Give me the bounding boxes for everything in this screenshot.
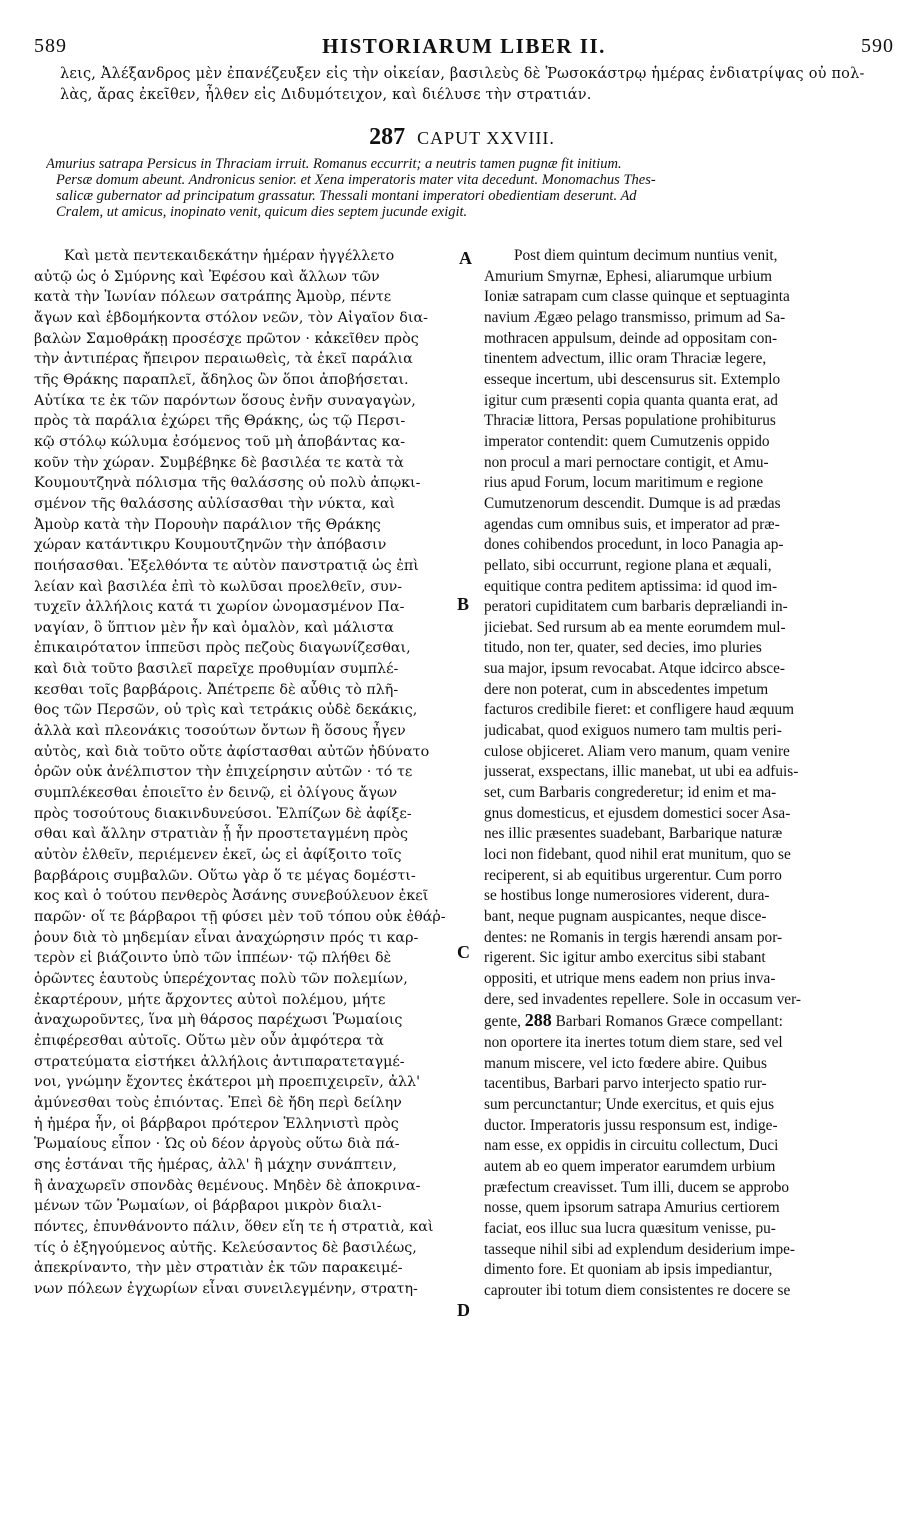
text-line: αὐτῷ ὡς ὁ Σμύρνης καὶ Ἐφέσου καὶ ἄλλων τῶν bbox=[34, 268, 380, 285]
text-line: peratori cupiditatem cum barbaris depræliandi in- bbox=[484, 598, 788, 616]
text-line: λείαν καὶ βασιλέα ἐπὶ τὸ κωλῦσαι προελθεῖν, συν- bbox=[34, 578, 403, 595]
text-line: dere, sed invadentes repellere. Sole in occasum ver- bbox=[484, 990, 801, 1008]
text-line: dentes: ne Romanis in tergis hærendi ansam por- bbox=[484, 928, 783, 946]
text-line: ἐπιφέρεσθαι αὐτοῖς. Οὕτω μὲν οὖν ἀμφότερα τὰ bbox=[34, 1032, 384, 1049]
text-line: ductor. Imperatoris jussu responsum est, indige- bbox=[484, 1116, 778, 1134]
text-line: συμπλέκεσθαι ἐποιεῖτο ἐν δεινῷ, εἰ ὀλίγους ἄγων bbox=[34, 785, 398, 802]
text-line: oppositi, et utrique mens eadem non prius inva- bbox=[484, 969, 776, 987]
text-line: dimento fore. Et quoniam ab ipsis impediantur, bbox=[484, 1261, 773, 1279]
text-line: sua major, ipsum revocabat. Atque idcirco absce- bbox=[484, 660, 785, 678]
margin-marker-c: C bbox=[457, 942, 470, 962]
text-line: αὐτὸς, καὶ διὰ τοῦτο οὔτε ἀφίστασθαι αὐτῶν ἠδύνατο bbox=[34, 743, 430, 760]
text-line: ἄγων καὶ ἑβδομήκοντα στόλον νεῶν, τὸν Αἰγαῖον δια- bbox=[34, 309, 428, 326]
text-line: παρῶν· οἵ τε βάρβαροι τῇ φύσει μὲν τοῦ τόπου οὐκ ἐθάῤ- bbox=[34, 909, 446, 925]
text-line: Post diem quintum decimum nuntius venit, bbox=[514, 247, 778, 264]
text-line: dere non poterat, cum in abscedentes impetum bbox=[484, 680, 769, 698]
text-line: νων πόλεων ἐγχωρίων εἶναι συνειλεγμένην, στρατη- bbox=[34, 1280, 418, 1297]
text-line: βαρβάροις συμβαλῶν. Οὕτω γὰρ ὅ τε μέγας δομέστι- bbox=[34, 867, 416, 884]
summary-line: salicæ gubernator ad principatum grassatur. Thessali montani imperatori obedientiam deserunt. Ad bbox=[56, 188, 637, 204]
text-line: autem ab eo quem imperator earumdem urbium bbox=[484, 1157, 776, 1175]
greek-column bbox=[34, 246, 454, 1299]
chapter-page-number: 287 bbox=[369, 124, 406, 150]
chapter-summary bbox=[46, 156, 894, 220]
text-line: equitique contra peditem aptissima: id quod im- bbox=[484, 577, 778, 595]
text-line: σμένον τῆς θαλάσσης αὐλίσασθαι τὴν νύκτα, καὶ bbox=[34, 495, 396, 512]
text-line: θος τῶν Περσῶν, οὐ τρὶς καὶ τετράκις οὐδὲ δεκάκις, bbox=[34, 702, 418, 719]
text-line: κατὰ τὴν Ἰωνίαν πόλεων σατράπης Ἀμοὺρ, πέντε bbox=[34, 289, 392, 306]
text-line: culose objiceret. Aliam vero manum, quam venire bbox=[484, 742, 790, 760]
text-line: ναγίαν, ὃ ὕπτιον μὲν ἦν καὶ ὁμαλὸν, καὶ μάλιστα bbox=[34, 619, 394, 636]
text-line: πόντες, ἐπυνθάνοντο πάλιν, ὅθεν εἴη τε ἡ στρατιὰ, καὶ bbox=[34, 1218, 434, 1235]
text-line: set, cum Barbaris congrederetur; id enim et ma- bbox=[484, 784, 777, 802]
text-line: agendas cum omnibus suis, et imperator ad præ- bbox=[484, 515, 780, 533]
chapter-heading bbox=[0, 124, 924, 151]
page-number-left: 589 bbox=[34, 34, 67, 57]
text-line: navium Ægæo pelago transmisso, primum ad Sa- bbox=[484, 308, 786, 326]
text-line: ἡ ἡμέρα ἦν, οἱ βάρβαροι πρότερον Ἑλληνιστὶ πρὸς bbox=[34, 1115, 399, 1132]
text-line: non procul a mari pernoctare contigit, et Amu- bbox=[484, 453, 769, 471]
text-line: κος καὶ ὁ τούτου πενθερὸς Ἀσάνης συνεβούλευον ἐκεῖ bbox=[34, 888, 429, 905]
text-line: τῆς Θράκης παραπλεῖ, ἄδηλος ὢν ὅποι ἀποβήσεται. bbox=[34, 371, 409, 388]
text-line: μένων τῶν Ῥωμαίων, οἱ βάρβαροι μικρὸν διαλι- bbox=[34, 1198, 382, 1215]
text-line: tacentibus, Barbari parvo interjecto spatio rur- bbox=[484, 1075, 767, 1093]
text-line: τὴν ἀντιπέρας ἤπειρον περαιωθεὶς, τὰ ἐκεῖ παράλια bbox=[34, 351, 413, 368]
inline-page-number: 288 bbox=[524, 1010, 552, 1031]
text-line: Ἀμοὺρ κατὰ τὴν Πορουὴν παράλιον τῆς Θράκης bbox=[34, 516, 381, 533]
text-line: ἐπικαιρότατον ἱππεῦσι πρὸς πεζοὺς διαγωνίζεσθαι, bbox=[34, 640, 411, 657]
text-line: ῥουν διὰ τὸ μηδεμίαν εἶναι ἀναχώρησιν πρός τι καρ- bbox=[34, 929, 419, 946]
margin-marker-a: A bbox=[459, 248, 472, 268]
text-line: nes illic præsentes suadebant, Barbarique naturæ bbox=[484, 825, 783, 843]
text-line: gnus domesticus, et ejusdem domestici socer Asa- bbox=[484, 804, 791, 822]
text-line: ἀλλὰ καὶ πλεονάκις τοσούτων ὄντων ἢ ὅσους ἦγεν bbox=[34, 723, 406, 740]
summary-line: Cralem, ut amicus, inopinato venit, quicum dies septem jucunde exigit. bbox=[56, 204, 468, 220]
text-line: Amurium Smyrnæ, Ephesi, aliarumque urbium bbox=[484, 267, 773, 285]
text-line: τερὸν εἰ βιάζοιντο ὑπὸ τῶν ἱππέων· τῷ πλήθει δὲ bbox=[34, 950, 392, 967]
text-line: nosse, quem ipsorum satrapa Amurius certiorem bbox=[484, 1199, 780, 1217]
text-line: αὐτὸν ἐλθεῖν, περιέμενεν ἐκεῖ, ὡς εἰ ἀφίξοιτο τοῖς bbox=[34, 847, 402, 864]
text-line: ἐκαρτέρουν, μήτε ἄρχοντες αὐτοὶ πολέμου, μήτε bbox=[34, 991, 386, 1008]
text-line: πρὸς τὰ παράλια ἐχώρει τῆς Θράκης, ὡς τῷ Περσι- bbox=[34, 413, 406, 430]
text-line: jiciebat. Sed rursum ab ea mente eorumdem mul- bbox=[484, 618, 786, 636]
text-line: λεις, Ἀλέξανδρος μὲν ἐπανέζευξεν εἰς τὴν οἰκείαν, βασιλεὺς δὲ Ῥωσοκάστρῳ ἡμέρας ἐνδιατρίψας οὐ πολ- bbox=[60, 66, 865, 82]
text-line: πρὸς τοσούτους διακινδυνεύσοι. Ἐλπίζων δὲ ἀφίξε- bbox=[34, 805, 412, 822]
text-line: τίς ὁ ἐξηγούμενος αὐτῆς. Κελεύσαντος δὲ βασιλέως, bbox=[34, 1239, 417, 1256]
text-line: tinentem advectum, illic oram Thraciæ legere, bbox=[484, 350, 767, 368]
text-line: Κουμουτζηνὰ πόλισμα τῆς θαλάσσης οὐ πολὺ ἀπῳκι- bbox=[34, 475, 421, 492]
margin-marker-b: B bbox=[457, 594, 470, 614]
summary-line: Amurius satrapa Persicus in Thraciam irruit. Romanus eccurrit; a neutris tamen pugnæ fit initium. bbox=[46, 156, 622, 172]
intro-text bbox=[60, 64, 894, 106]
text-line: κῷ στόλῳ κώλυμα ἐσόμενος τοῦ μὴ ἀποβάντας κα- bbox=[34, 433, 406, 450]
text-line: manum miscere, vel icto fœdere abire. Quibus bbox=[484, 1054, 767, 1072]
text-line: ὁρῶντες ἑαυτοὺς ὑπερέχοντας πολὺ τῶν πολεμίων, bbox=[34, 970, 408, 987]
text-line: igitur cum præsenti copia quanta quanta erat, ad bbox=[484, 391, 778, 409]
text-line: tasseque nihil sibi ad explendum desiderium impe- bbox=[484, 1240, 795, 1258]
text-line: se hostibus longe numerosiores viderent, dura- bbox=[484, 887, 770, 905]
text-line: præfectum creavisset. Tum illi, ducem se approbo bbox=[484, 1178, 790, 1196]
text-line: Καὶ μετὰ πεντεκαιδεκάτην ἡμέραν ἠγγέλλετο bbox=[64, 248, 395, 264]
text-line: caprouter ibi totum diem consistentes re docere se bbox=[484, 1281, 791, 1299]
text-line: faciat, eos illuc sua lucra quæsitum venisse, pu- bbox=[484, 1219, 776, 1237]
latin-column bbox=[484, 246, 890, 1301]
text-line: imperator contendit: quem Cumutzenis oppido bbox=[484, 432, 770, 450]
running-header bbox=[34, 32, 894, 60]
text-line: Cumutzenorum descendit. Dumque is ad prædas bbox=[484, 494, 781, 512]
text-line: mothracen appulsum, deinde ad oppositam con- bbox=[484, 329, 778, 347]
text-line: κοῦν τὴν χώραν. Συμβέβηκε δὲ βασιλέα τε κατὰ τὰ bbox=[34, 454, 404, 471]
text-line: dones cohibendos procedunt, in loco Panagia ap- bbox=[484, 536, 784, 554]
inline-text: gente, bbox=[484, 1013, 521, 1031]
text-line: Thraciæ littora, Persas populatione prohibiturus bbox=[484, 412, 776, 430]
page-number-right: 590 bbox=[860, 34, 894, 57]
text-line: rius apud Forum, locum maritimum e regione bbox=[484, 474, 764, 492]
text-line: νοι, γνώμην ἔχοντες ἑκάτεροι μὴ προεπιχειρεῖν, ἀλλ' bbox=[34, 1074, 421, 1091]
text-line: ἢ ἀναχωρεῖν σπονδὰς θεμένους. Μηδὲν δὲ ἀποκρινα- bbox=[34, 1177, 421, 1194]
text-line: sum percunctantur; Unde exercitus, et quis ejus bbox=[484, 1095, 775, 1113]
text-line: ἀμύνεσθαι τοὺς ἐπιόντας. Ἐπεὶ δὲ ἤδη περὶ δείλην bbox=[34, 1094, 402, 1111]
text-line: judicabat, quod exiguos numero tam multis peri- bbox=[484, 722, 782, 740]
text-line: rigerent. Sic igitur ambo exercitus sibi stabant bbox=[484, 949, 766, 967]
text-line bbox=[484, 1010, 890, 1033]
summary-line: Persæ domum abeunt. Andronicus senior. et Xena imperatoris mater vita decedunt. Monomachus Thes- bbox=[56, 172, 656, 188]
text-line: βαλὼν Σαμοθράκῃ προσέσχε πρῶτον · κἀκεῖθεν πρὸς bbox=[34, 330, 419, 347]
text-line: non oportere ita inertes totum diem stare, sed vel bbox=[484, 1033, 783, 1051]
running-title: HISTORIARUM LIBER II. bbox=[322, 33, 606, 58]
inline-text: Barbari Romanos Græce compellant: bbox=[551, 1013, 783, 1031]
text-line: ἀπεκρίναντο, τὴν μὲν στρατιὰν ἐκ τῶν παρακειμέ- bbox=[34, 1260, 403, 1277]
text-line: σθαι καὶ ἄλλην στρατιὰν ᾗ ἦν προστεταγμένη πρὸς bbox=[34, 826, 409, 843]
text-line: reciperent, si ab equitibus urgerentur. Cum porro bbox=[484, 866, 782, 884]
text-line: ἀναχωροῦντες, ἵνα μὴ θάρσος παρέχωσι Ῥωμαίοις bbox=[34, 1012, 403, 1029]
text-line: facturos credibile fieret: et confligere haud æquum bbox=[484, 701, 795, 719]
text-line: λὰς, ἄρας ἐκεῖθεν, ἦλθεν εἰς Διδυμότειχον, καὶ διέλυσε τὴν στρατιάν. bbox=[60, 87, 592, 103]
text-line: ποιήσασθαι. Ἐξελθόντα τε αὐτὸν πανστρατιᾷ ὡς ἐπὶ bbox=[34, 557, 419, 574]
text-line: nam esse, ex oppidis in circuitu collectum, Duci bbox=[484, 1137, 779, 1155]
text-line: Ioniæ satrapam cum classe quinque et septuaginta bbox=[484, 288, 790, 306]
text-line: καὶ διὰ τοῦτο βασιλεῖ παρεῖχε προθυμίαν συμπλέ- bbox=[34, 661, 399, 678]
text-line: esseque incertum, ubi descensurus sit. Extemplo bbox=[484, 370, 781, 388]
text-line: κεσθαι τοῖς βαρβάροις. Ἀπέτρεπε δὲ αὖθις τὸ πλῆ- bbox=[34, 681, 399, 698]
chapter-title: CAPUT XXVIII. bbox=[417, 128, 555, 148]
margin-marker-d: D bbox=[457, 1300, 470, 1320]
text-line: jusserat, exspectans, illic manebat, ut ubi ea adfuis- bbox=[484, 763, 799, 781]
text-line: χώραν κατάντικρυ Κουμουτζηνῶν τὴν ἀπόβασιν bbox=[34, 537, 387, 554]
text-line: pellato, sibi occurrunt, regione plana et æquali, bbox=[484, 556, 772, 574]
text-line: τυχεῖν ἀλλήλοις κατά τι χωρίον ὠνομασμένον Πα- bbox=[34, 599, 405, 616]
text-line: Αὐτίκα τε ἐκ τῶν παρόντων ὅσους ἐνῆν συναγαγὼν, bbox=[34, 392, 416, 409]
text-line: titudo, non ter, quater, sed decies, imo pluries bbox=[484, 639, 762, 657]
text-line: ὁρῶν οὐκ ἀνέλπιστον τὴν ἐπιχείρησιν αὐτῶν · τό τε bbox=[34, 764, 413, 781]
text-line: Ῥωμαίους εἶπον · Ὡς οὐ δέον ἀργοὺς οὕτω διὰ πά- bbox=[34, 1136, 400, 1153]
text-line: bant, neque pugnam auspicantes, neque disce- bbox=[484, 908, 767, 925]
text-line: σης ἑστάναι τῆς ἡμέρας, ἀλλ' ἢ μάχην συνάπτειν, bbox=[34, 1156, 397, 1173]
text-line: στρατεύματα εἱστήκει ἀλλήλοις ἀντιπαρατεταγμέ- bbox=[34, 1053, 405, 1070]
text-line: loci non fidebant, quod nihil erat munitum, quo se bbox=[484, 846, 791, 864]
